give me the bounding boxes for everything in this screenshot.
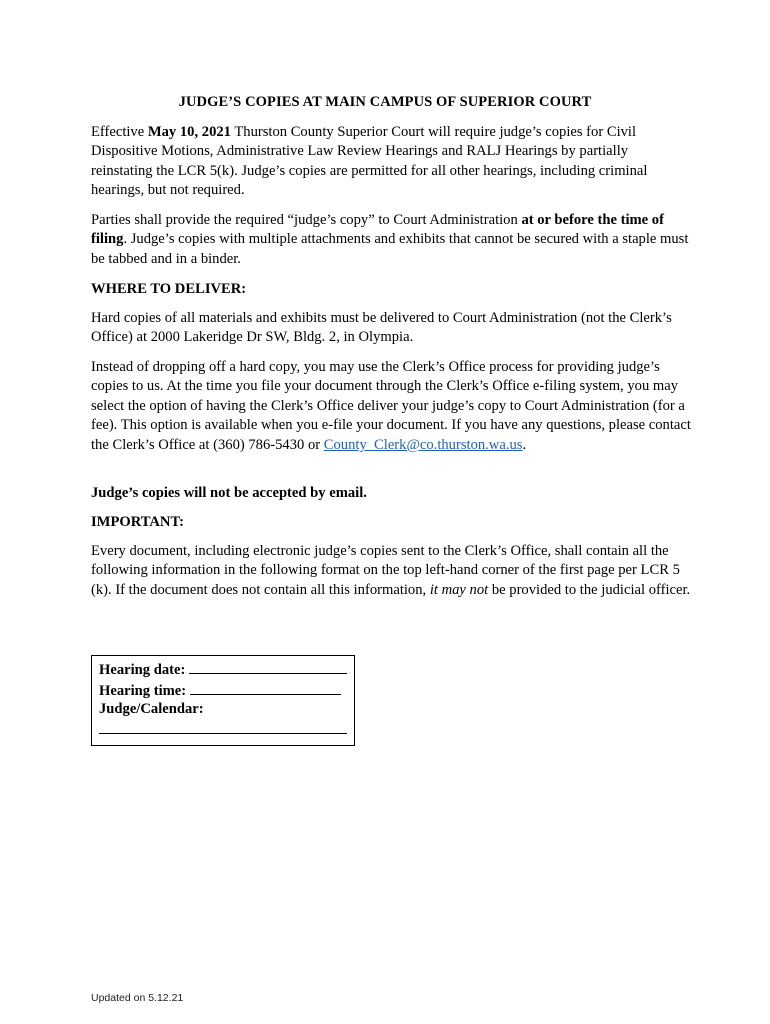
no-email-notice: Judge’s copies will not be accepted by email. xyxy=(91,485,367,501)
judge-calendar-blank xyxy=(99,719,347,734)
judge-calendar-row xyxy=(99,700,354,719)
hearing-date-label: Hearing date: xyxy=(99,662,186,678)
p5-italic-emphasis: it may not xyxy=(429,581,489,598)
hearing-info-box xyxy=(91,655,355,746)
hearing-time-blank xyxy=(190,680,341,695)
format-requirements-paragraph xyxy=(91,542,691,600)
delivery-location-paragraph: Hard copies of all materials and exhibits must be delivered to Court Administration (not the Clerk’s Office) at 2000 Lakeridge Dr SW, Bldg. 2, in Olympia. xyxy=(91,310,672,346)
hearing-time-label: Hearing time: xyxy=(99,682,187,699)
efiling-option-paragraph xyxy=(91,358,691,455)
p4-text: Instead of dropping off a hard copy, you may use the Clerk’s Office process for providing judge’s copies to us. At the time you file your document through the Clerk’s Office e-filing system, you may select the option of having the Clerk’s Office deliver your judge’s copy to Court Administration (for a fee). This option is available when you e-file your document. If you have any questions, please contact the Clerk’s Office at (360) 786-5430 or xyxy=(91,359,691,453)
effective-date: May 10, 2021 xyxy=(147,124,231,140)
hearing-time-row xyxy=(99,680,354,701)
hearing-date-row xyxy=(99,659,354,680)
footer-updated-date: Updated on 5.12.21 xyxy=(91,992,184,1004)
where-to-deliver-heading: WHERE TO DELIVER: xyxy=(91,281,247,297)
hearing-date-blank xyxy=(189,659,347,674)
clerk-email-link[interactable]: County_Clerk@co.thurston.wa.us xyxy=(323,436,523,453)
p5-text-before: Every document, including electronic judge’s copies sent to the Clerk’s Office, shall contain all the following information in the following format on the top left-hand corner of the first page per LCR 5 (k). If the document does not contain all this information, xyxy=(91,543,680,598)
p5-text-after: be provided to the judicial officer. xyxy=(488,581,691,598)
judge-calendar-label: Judge/Calendar: xyxy=(99,701,204,718)
p1-text-before: Effective xyxy=(91,124,148,140)
p2-text-after: . Judge’s copies with multiple attachments and exhibits that cannot be secured with a staple must be tabbed and in a binder. xyxy=(91,231,689,267)
filing-requirements-paragraph xyxy=(91,211,691,269)
p1-text-after: Thurston County Superior Court will require judge’s copies for Civil Dispositive Motions, Administrative Law Review Hearings and RALJ Hearings by partially reinstating the LCR 5(k). Judge’s copies are permitted for all other hearings, including criminal hearings, but not required. xyxy=(91,124,648,199)
important-heading: IMPORTANT: xyxy=(91,514,184,530)
p4-end: . xyxy=(522,436,527,453)
filing-deadline-emphasis: at or before the time of filing xyxy=(91,212,664,248)
effective-date-paragraph xyxy=(91,123,691,201)
p2-text-before: Parties shall provide the required “judge’s copy” to Court Administration xyxy=(91,212,522,228)
judge-calendar-blank-row xyxy=(99,719,354,740)
page-title: JUDGE’S COPIES AT MAIN CAMPUS OF SUPERIOR COURT xyxy=(178,94,592,110)
